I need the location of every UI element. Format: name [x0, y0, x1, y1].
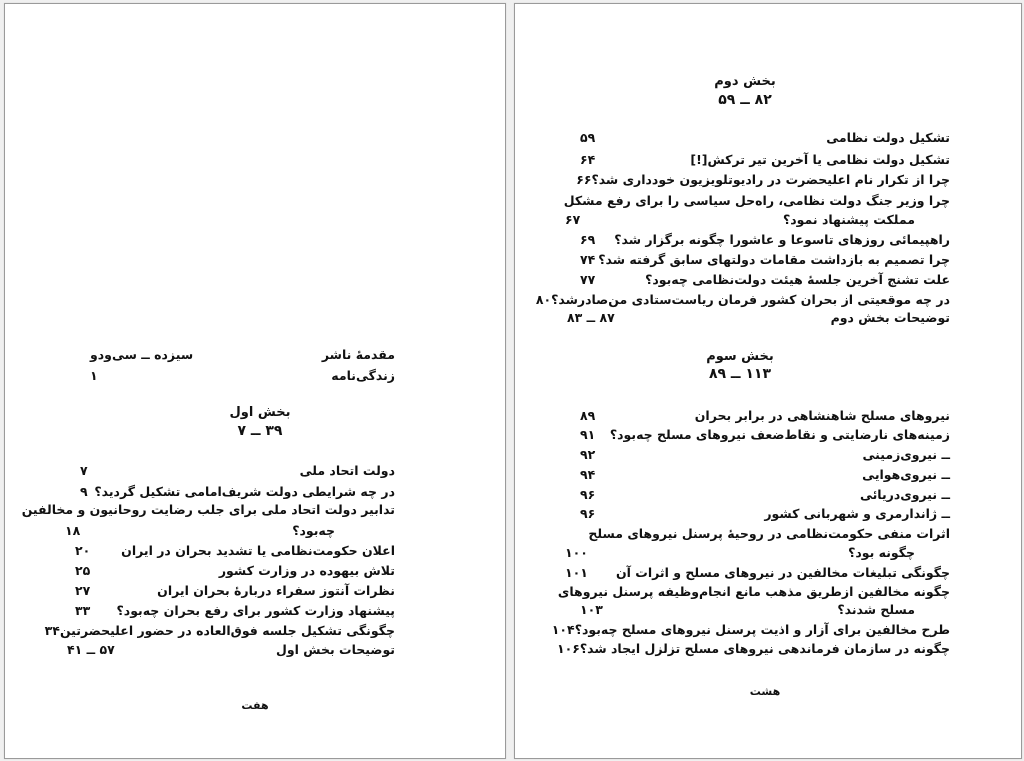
entry-page: ۲۷	[75, 583, 91, 598]
entry-title: اعلان حکومت‌نظامی یا تشدید بحران در ایران	[121, 543, 395, 558]
entry-title: چگونگی تبلیغات مخالفین در نیروهای مسلح و اثرات آن	[616, 565, 950, 580]
entry-page: ۱۰۶	[557, 641, 580, 656]
entry-title: زمینه‌های نارضایتی و نقاط‌ضعف نیروهای مسلح چه‌بود؟	[609, 427, 950, 442]
toc-line	[535, 292, 950, 307]
entry-page: ۶۹	[580, 232, 596, 247]
entry-title: در چه شرایطی دولت شریف‌امامی تشکیل گردید؟	[94, 484, 395, 499]
toc-line	[551, 622, 950, 637]
toc-line	[580, 272, 950, 287]
entry-page: ۵۷ ــ ۴۱	[67, 642, 115, 657]
entry-title: چگونه بود؟	[848, 545, 915, 560]
entry-page: ۲۵	[75, 563, 91, 578]
section-range: ۸۲ ــ ۵۹	[718, 92, 772, 108]
entry-title: چگونگی تشکیل جلسه فوق‌العاده در حضور اعلیحضرتین	[59, 623, 395, 638]
toc-line	[565, 212, 915, 227]
entry-title: چه‌بود؟	[292, 523, 335, 538]
entry-page: ۱۸	[65, 523, 81, 538]
entry-title: ــ نیروی‌زمینی	[862, 447, 950, 462]
toc-line	[580, 252, 950, 267]
toc-line	[580, 408, 950, 423]
toc-line	[567, 310, 950, 325]
page-footer: هفت	[241, 699, 269, 712]
toc-line	[580, 506, 950, 521]
entry-page: ۶۴	[580, 152, 596, 167]
entry-page: ۱۰۳	[580, 602, 603, 617]
section-range: ۱۱۳ ــ ۸۹	[708, 366, 772, 382]
entry-page: ۱۰۴	[551, 622, 575, 637]
entry-page: ۹۴	[580, 467, 596, 482]
entry-title: طرح مخالفین برای آزار و اذیت پرسنل نیروهای مسلح چه‌بود؟	[574, 622, 950, 637]
entry-title: تشکیل دولت نظامی یا آخرین تیر ترکش[!]	[690, 152, 950, 167]
entry-page: سیزده ــ سی‌ودو	[90, 347, 194, 362]
toc-line	[565, 545, 915, 560]
entry-page: ۹۶	[580, 506, 596, 521]
right-page	[514, 3, 1022, 759]
section-range: ۳۹ ــ ۷	[237, 423, 283, 439]
entry-title: چگونه در سازمان فرماندهی نیروهای مسلح تزلزل ایجاد شد؟	[579, 641, 950, 656]
entry-title: نیروهای مسلح شاهنشاهی در برابر بحران	[694, 408, 950, 423]
entry-page: ۱۰۱	[565, 565, 588, 580]
entry-page: ۸۰	[535, 292, 552, 307]
entry-title: ــ ژاندارمری و شهربانی کشور	[764, 506, 950, 521]
toc-line	[65, 523, 335, 538]
entry-title: پیشنهاد وزارت کشور برای رفع بحران چه‌بود؟	[116, 603, 395, 618]
toc-line	[580, 130, 950, 145]
entry-title: مسلح شدند؟	[837, 602, 915, 617]
entry-title: تشکیل دولت نظامی	[826, 130, 950, 145]
left-page	[4, 3, 506, 759]
toc-line	[44, 623, 395, 638]
entry-title: تدابیر دولت اتحاد ملی برای جلب رضایت روحانیون و مخالفین	[21, 502, 395, 517]
entry-page: ۶۷	[565, 212, 581, 227]
entry-title: چگونه مخالفین ازطریق مذهب مانع انجام‌وظیفه پرسنل نیروهای	[557, 584, 950, 599]
entry-title: زندگی‌نامه	[331, 368, 395, 383]
entry-page: ۱	[90, 368, 98, 383]
entry-title: تلاش بیهوده در وزارت کشور	[218, 563, 395, 578]
toc-line	[75, 543, 395, 558]
toc-line	[80, 463, 395, 478]
entry-page: ۷	[80, 463, 88, 478]
toc-line	[580, 467, 950, 482]
entry-title: توضیحات بخش اول	[276, 642, 395, 657]
front-line	[90, 368, 395, 383]
entry-title: راهپیمائی روزهای تاسوعا و عاشورا چگونه برگزار شد؟	[614, 232, 950, 247]
front-line	[90, 347, 395, 362]
toc-line	[580, 232, 950, 247]
toc-line	[580, 427, 950, 442]
entry-title: ــ نیروی‌دریائی	[859, 487, 950, 502]
toc-line	[75, 563, 395, 578]
entry-title: علت تشنج آخرین جلسهٔ هیئت دولت‌نظامی چه‌بود؟	[645, 272, 950, 287]
entry-page: ۸۷ ــ ۸۳	[567, 310, 615, 325]
section-title: بخش اول	[229, 405, 291, 420]
toc-line	[557, 641, 950, 656]
toc-line	[67, 642, 395, 657]
entry-page: ۳۳	[75, 603, 91, 618]
entry-page: ۹	[80, 484, 88, 499]
entry-page: ۹۲	[580, 447, 596, 462]
toc-line	[576, 172, 950, 187]
toc-line	[75, 603, 395, 618]
entry-title: چرا از تکرار نام اعلیحضرت در رادیوتلویزیون خودداری شد؟	[591, 172, 950, 187]
entry-page: ۵۹	[580, 130, 596, 145]
entry-page: ۷۷	[580, 272, 596, 287]
entry-page: ۸۹	[580, 408, 596, 423]
entry-title: چرا تصمیم به بازداشت مقامات دولتهای سابق گرفته شد؟	[598, 252, 950, 267]
page-footer: هشت	[749, 685, 781, 698]
entry-page: ۳۴	[44, 623, 60, 638]
entry-title: توضیحات بخش دوم	[830, 310, 950, 325]
toc-line	[565, 565, 950, 580]
entry-title: دولت اتحاد ملی	[299, 463, 395, 478]
section-title: بخش دوم	[714, 74, 776, 89]
toc-line	[80, 484, 395, 499]
entry-page: ۷۴	[580, 252, 596, 267]
toc-line	[75, 583, 395, 598]
entry-title: چرا وزیر جنگ دولت نظامی، راه‌حل سیاسی را برای رفع مشکل	[563, 193, 950, 208]
entry-page: ۱۰۰	[565, 545, 588, 560]
entry-title: مقدمهٔ ناشر	[321, 347, 395, 362]
entry-title: مملکت پیشنهاد نمود؟	[783, 212, 915, 227]
entry-page: ۹۶	[580, 487, 596, 502]
entry-page: ۶۶	[576, 172, 592, 187]
toc-line	[580, 152, 950, 167]
toc-line	[580, 447, 950, 462]
section-title: بخش سوم	[706, 349, 774, 364]
entry-page: ۹۱	[580, 427, 596, 442]
entry-title: اثرات منفی حکومت‌نظامی در روحیهٔ پرسنل نیروهای مسلح	[588, 526, 950, 541]
toc-line	[580, 487, 950, 502]
entry-title: نظرات آنتوز سفراء دربارهٔ بحران ایران	[157, 583, 395, 598]
entry-page: ۲۰	[75, 543, 91, 558]
toc-line	[580, 602, 915, 617]
entry-title: در چه موقعیتی از بحران کشور فرمان ریاست‌ستادی من‌صادرشد؟	[551, 292, 950, 307]
entry-title: ــ نیروی‌هوایی	[862, 467, 950, 482]
